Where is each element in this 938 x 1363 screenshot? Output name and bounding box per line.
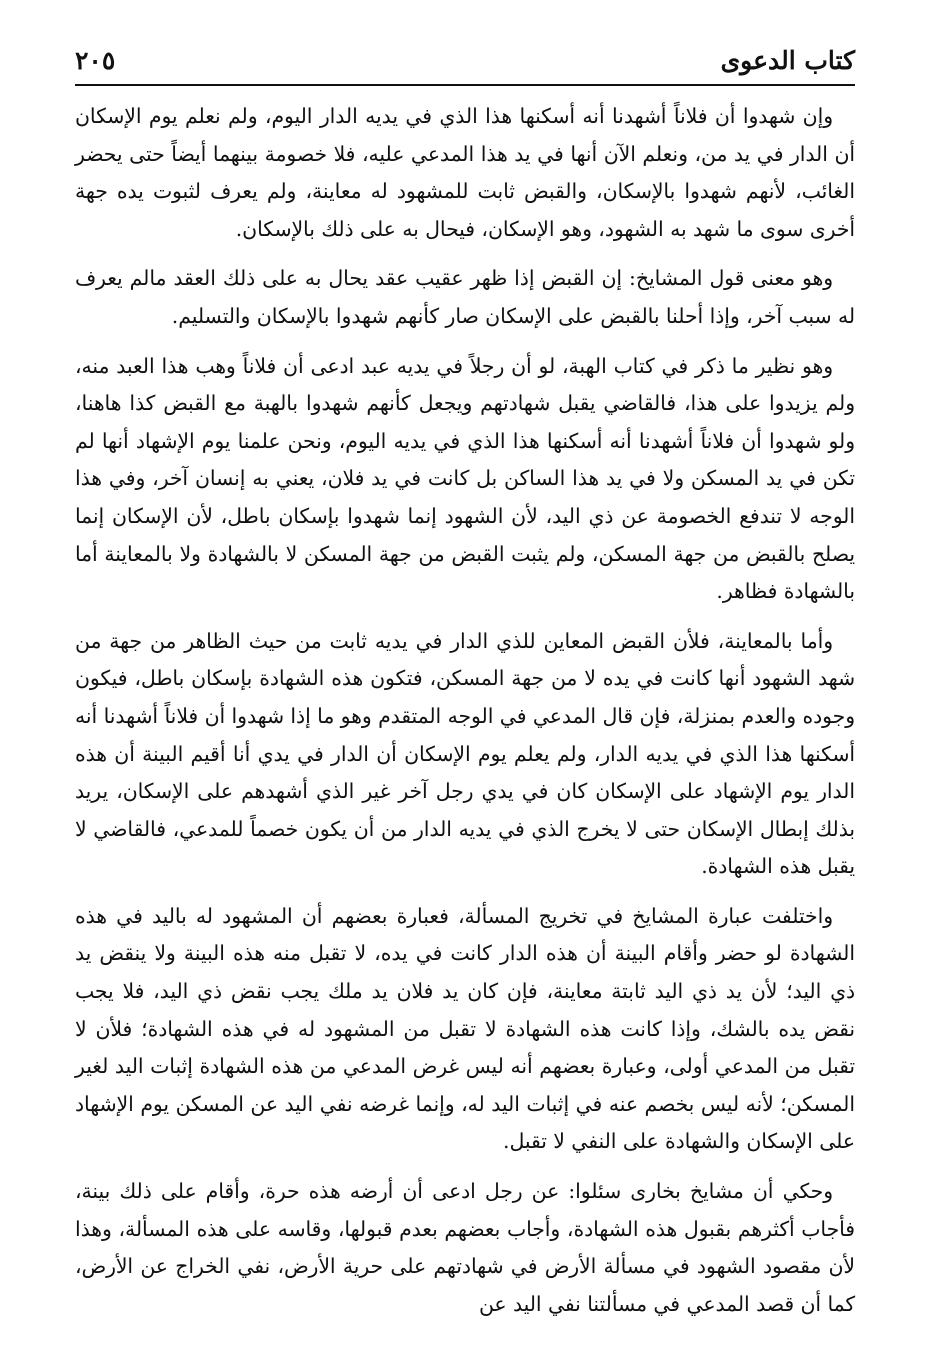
paragraph-2: وهو معنى قول المشايخ: إن القبض إذا ظهر عقيب عقد يحال به على ذلك العقد مالم يعرف له سبب آخر، وإذا أحلنا بالقبض على الإسكان صار كأنهم شهدوا بالإسكان والتسليم. <box>75 266 855 328</box>
paragraph-1: وإن شهدوا أن فلاناً أشهدنا أنه أسكنها هذا الذي في يديه الدار اليوم، ولم نعلم يوم الإسكان أن الدار في يد من، ونعلم الآن أنها في يد هذا المدعي عليه، فلا خصومة بينهما أيضاً حتى يحضر الغائب، لأنهم شهدوا بالإسكان، والقبض ثابت للمشهود له معاينة، ولم يعرف لثبوت يده جهة أخرى سوى ما شهد به الشهود، وهو الإسكان، فيحال به على ذلك بالإسكان. <box>75 104 855 241</box>
paragraph-5: واختلفت عبارة المشايخ في تخريج المسألة، فعبارة بعضهم أن المشهود له باليد في هذه الشهادة لو حضر وأقام البينة أن هذه الدار كانت في يده، لا تقبل منه هذه البينة ولا ينقض يد ذي اليد؛ لأن يد ذي اليد ثابتة معاينة، فإن كان يد فلان يد ملك يجب نقض ذي اليد، فلا يجب نقض يده بالشك، وإذا كانت هذه الشهادة لا تقبل من المشهود له في هذه الشهادة؛ فلأن لا تقبل من المدعي أولى، وعبارة بعضهم أنه ليس غرض المدعي من هذه الشهادة إثبات اليد لغير المسكن؛ لأنه ليس بخصم عنه في إثبات اليد له، وإنما غرضه نفي اليد عن المسكن يوم الإشهاد على الإسكان والشهادة على النفي لا تقبل. <box>75 903 855 1154</box>
page-header <box>75 40 855 80</box>
paragraph-4: وأما بالمعاينة، فلأن القبض المعاين للذي الدار في يديه ثابت من حيث الظاهر من جهة من شهد الشهود أنها كانت في يده لا من جهة المسكن، فتكون هذه الشهادة بإسكان باطل، فيكون وجوده والعدم بمنزلة، فإن قال المدعي في الوجه المتقدم وهو ما إذا شهدوا أن فلاناً أشهدنا أنه أسكنها هذا الذي في يديه الدار، ولم يعلم يوم الإسكان أن الدار في يدي أنا أقيم البينة أن هذه الدار يوم الإشهاد على الإسكان كان في يدي رجل آخر غير الذي أشهدهم على الإسكان، يريد بذلك إبطال الإسكان حتى لا يخرج الذي في يديه الدار من أن يكون خصماً للمدعي، فالقاضي لا يقبل هذه الشهادة. <box>75 628 855 879</box>
paragraph-3: وهو نظير ما ذكر في كتاب الهبة، لو أن رجلاً في يديه عبد ادعى أن فلاناً وهب هذا العبد منه، ولم يزيدوا على هذا، فالقاضي يقبل شهادتهم ويجعل كأنهم شهدوا بالهبة مع القبض كذا هاهنا، ولو شهدوا أن فلاناً أشهدنا أنه أسكنها هذا الذي في يديه اليوم، ونحن علمنا يوم الإشهاد أنها لم تكن في يد المسكن ولا في يد هذا الساكن بل كانت في يد فلان، يعني به إنسان آخر، وفي هذا الوجه لا تندفع الخصومة عن ذي اليد، لأن الشهود إنما شهدوا بإسكان باطل، لأن الإسكان إنما يصلح بالقبض من جهة المسكن، ولم يثبت القبض من جهة المسكن لا بالشهادة ولا بالمعاينة أما بالشهادة فظاهر. <box>75 353 855 604</box>
page-body <box>75 98 855 1335</box>
book-page <box>75 0 855 1363</box>
running-title: كتاب الدعوى <box>720 45 855 75</box>
page-number: ٢٠٥ <box>75 45 116 75</box>
paragraph-6: وحكي أن مشايخ بخارى سئلوا: عن رجل ادعى أن أرضه هذه حرة، وأقام على ذلك بينة، فأجاب أكثرهم بقبول هذه الشهادة، وأجاب بعضهم بعدم قبولها، وقاسه على هذه المسألة، وهذا لأن مقصود الشهود في مسألة الأرض في شهادتهم على حرية الأرض، نفي الخراج عن الأرض، كما أن قصد المدعي في مسألتنا نفي اليد عن <box>75 1179 855 1316</box>
header-divider <box>75 84 855 86</box>
